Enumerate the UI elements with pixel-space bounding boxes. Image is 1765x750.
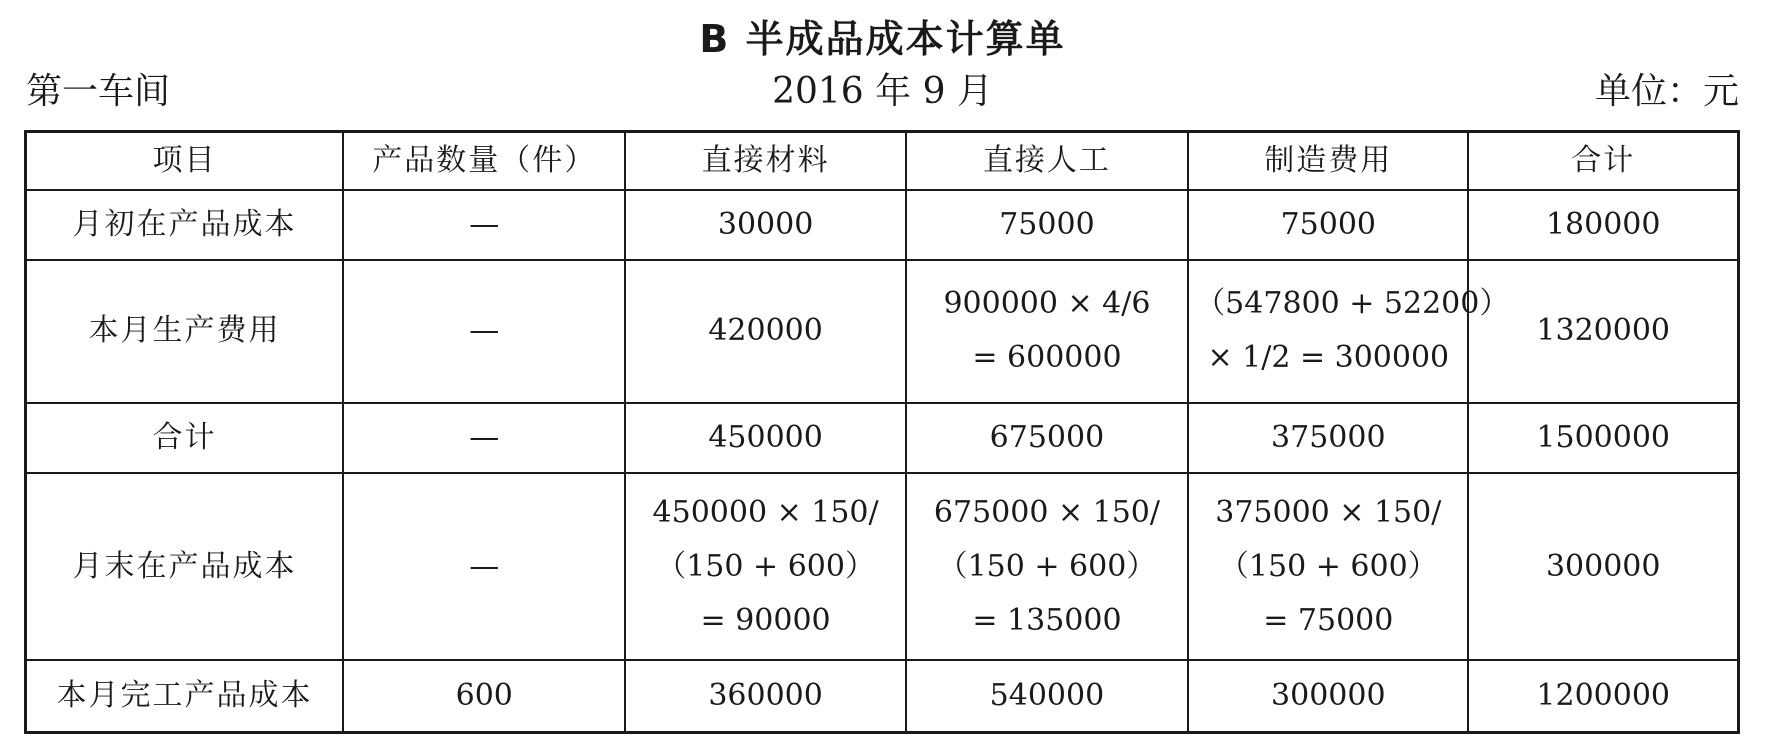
cell-line: 375000 [1271, 420, 1386, 456]
table-row [26, 660, 1739, 733]
row-item: 月初在产品成本 [26, 190, 344, 260]
row-total: 180000 [1468, 190, 1738, 260]
cell-line: （547800 + 52200） [1195, 286, 1510, 322]
workshop-label: 第一车间 [26, 71, 171, 112]
row-quantity: — [343, 190, 625, 260]
cell-line: = 90000 [700, 602, 831, 638]
table-row [26, 473, 1739, 659]
row-item: 月末在产品成本 [26, 473, 344, 659]
cell-line: 300000 [1271, 677, 1386, 713]
cell-line: 420000 [708, 313, 823, 349]
unit-label: 单位：元 [1594, 71, 1739, 112]
row-overhead [1188, 403, 1468, 473]
row-quantity: — [343, 403, 625, 473]
row-material [625, 190, 905, 260]
row-overhead [1188, 260, 1510, 403]
row-material [625, 660, 905, 733]
row-total: 1200000 [1468, 660, 1738, 733]
row-item: 合计 [26, 403, 344, 473]
cell-line: （150 + 600） [1218, 548, 1438, 584]
row-labor [906, 473, 1188, 659]
row-total: 1500000 [1468, 403, 1738, 473]
row-quantity: — [343, 260, 625, 403]
table-row [26, 403, 1739, 473]
column-header-labor: 直接人工 [906, 132, 1188, 190]
cell-line: = 75000 [1263, 602, 1394, 638]
row-material [625, 260, 905, 403]
column-header-material: 直接材料 [625, 132, 905, 190]
row-quantity: — [343, 473, 625, 659]
table-row [26, 190, 1739, 260]
column-header-item: 项目 [26, 132, 344, 190]
row-material [625, 473, 905, 659]
row-quantity: 600 [343, 660, 625, 733]
row-labor [906, 403, 1188, 473]
cell-line: 675000 [989, 420, 1105, 456]
row-overhead [1188, 660, 1468, 733]
period-label: 2016 年 9 月 [772, 71, 993, 112]
column-header-quantity: 产品数量（件） [343, 132, 625, 190]
cell-line: × 1/2 = 300000 [1207, 340, 1450, 376]
cell-line: 450000 × 150/ [652, 494, 879, 530]
row-total: 1320000 [1468, 260, 1738, 403]
row-labor [906, 260, 1188, 403]
row-total: 300000 [1468, 473, 1738, 659]
cell-line: （150 + 600） [937, 548, 1157, 584]
row-material [625, 403, 905, 473]
table-header-row [26, 132, 1739, 190]
column-header-overhead: 制造费用 [1188, 132, 1468, 190]
cell-line: 360000 [708, 677, 823, 713]
cell-line: 75000 [1280, 206, 1377, 242]
document-title: B 半成品成本计算单 [699, 17, 1066, 61]
row-item: 本月完工产品成本 [26, 660, 344, 733]
column-header-total: 合计 [1468, 132, 1738, 190]
row-labor [906, 190, 1188, 260]
cell-line: 375000 × 150/ [1215, 494, 1442, 530]
table-row [26, 260, 1739, 403]
cell-line: 75000 [999, 206, 1095, 242]
row-overhead [1188, 473, 1468, 659]
cell-line: （150 + 600） [656, 548, 875, 584]
row-item: 本月生产费用 [26, 260, 344, 403]
row-labor [906, 660, 1188, 733]
cell-line: 540000 [989, 677, 1105, 713]
cell-line: = 600000 [972, 340, 1122, 376]
cell-line: 675000 × 150/ [933, 494, 1160, 530]
row-overhead [1188, 190, 1468, 260]
cost-table [24, 130, 1740, 734]
cell-line: = 135000 [972, 602, 1122, 638]
cell-line: 30000 [717, 206, 814, 242]
cell-line: 900000 × 4/6 [943, 286, 1151, 322]
cell-line: 450000 [708, 420, 823, 456]
